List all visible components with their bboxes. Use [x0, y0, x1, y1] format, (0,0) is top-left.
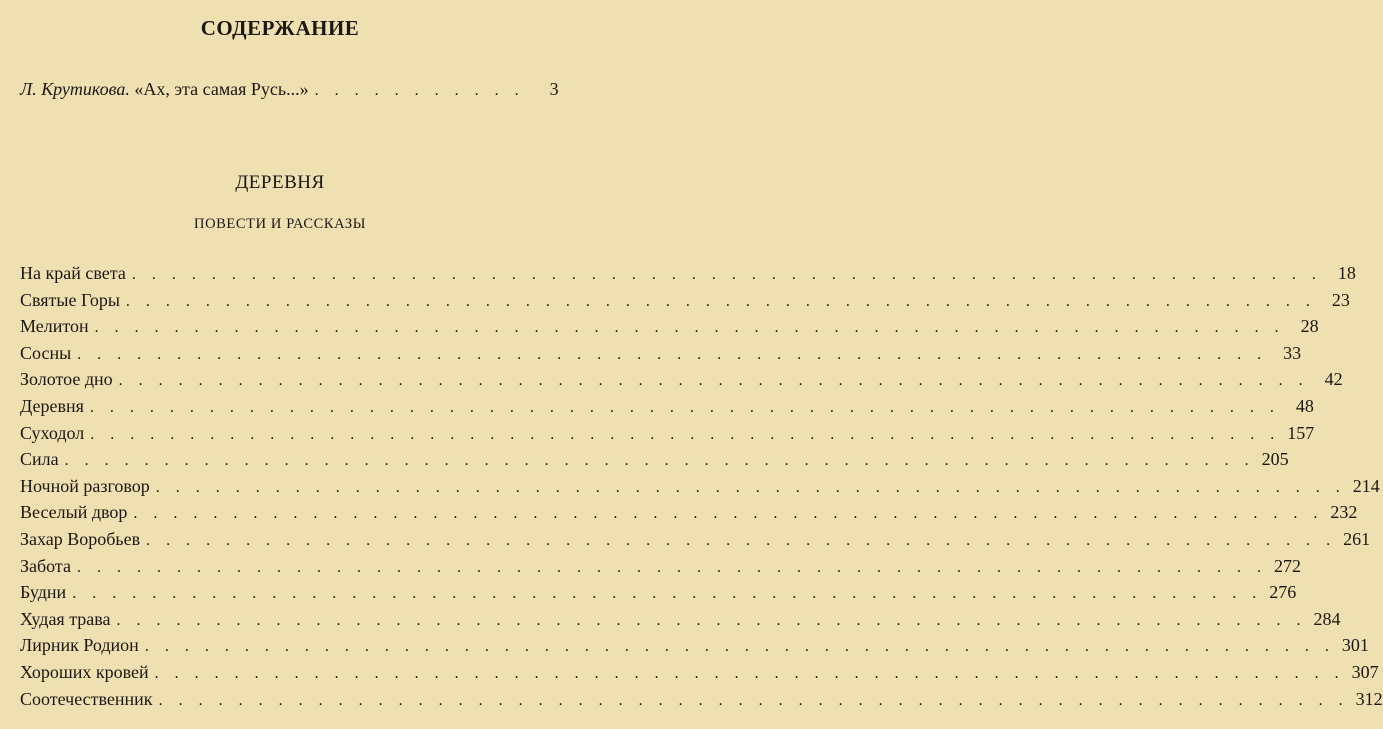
toc-entry	[20, 391, 1314, 417]
toc-entry-title: Святые Горы	[20, 289, 120, 310]
toc-leader-dots: . . . . . . . . . . . . . . . . . . . . . . . . . . . . . . . . . . . . . . . . . . . . . . . . . . . . . . . . . . . .	[94, 319, 1285, 337]
toc-leader-dots: . . . . . . . . . . .	[314, 82, 525, 99]
toc-entry-title: Будни	[20, 582, 67, 603]
toc-entry	[20, 577, 1297, 603]
toc-entry-page: 301	[1341, 635, 1369, 656]
toc-intro-entry	[20, 74, 559, 100]
toc-leader-dots: . . . . . . . . . . . . . . . . . . . . . . . . . . . . . . . . . . . . . . . . . . . . . . . . . . . . . . . . . . . .	[125, 292, 1316, 310]
toc-leader-dots: . . . . . . . . . . . . . . . . . . . . . . . . . . . . . . . . . . . . . . . . . . . . . . . . . . . . . . . . . . . .	[133, 505, 1324, 523]
toc-entry-title: Лирник Родион	[20, 635, 139, 656]
toc-entry	[20, 657, 1379, 683]
toc-entry	[20, 471, 1380, 497]
toc-entry-page: 48	[1295, 396, 1314, 416]
toc-entry-title: Забота	[20, 555, 72, 576]
toc-entry-page: 276	[1269, 582, 1297, 603]
toc-entry-title: Сосны	[20, 342, 72, 363]
toc-entry-page: 33	[1283, 342, 1302, 363]
toc-intro-page: 3	[549, 79, 559, 99]
toc-entry	[20, 285, 1350, 311]
toc-entry	[20, 604, 1341, 630]
toc-entry-title: Суходол	[20, 422, 85, 443]
toc-entry-title: Мелитон	[20, 316, 89, 337]
toc-entry-page: 157	[1287, 422, 1315, 443]
toc-entry-title: Золотое дно	[20, 369, 113, 390]
toc-entry-title: На край света	[20, 263, 126, 283]
toc-entry-page: 205	[1261, 449, 1289, 470]
toc-entry-title: Сила	[20, 449, 59, 470]
toc-entry-title: Соотечественник	[20, 688, 153, 709]
toc-entry-page: 214	[1352, 475, 1380, 496]
toc-leader-dots: . . . . . . . . . . . . . . . . . . . . . . . . . . . . . . . . . . . . . . . . . . . . . . . . . . . . . . . . . . . .	[155, 478, 1346, 496]
toc-leader-dots: . . . . . . . . . . . . . . . . . . . . . . . . . . . . . . . . . . . . . . . . . . . . . . . . . . . . . . . . . . . .	[89, 399, 1280, 416]
toc-entry-title: Деревня	[20, 396, 84, 416]
toc-entry-page: 18	[1337, 263, 1356, 283]
toc-entry	[20, 364, 1343, 390]
toc-entry-title: Худая трава	[20, 608, 111, 629]
toc-leader-dots: . . . . . . . . . . . . . . . . . . . . . . . . . . . . . . . . . . . . . . . . . . . . . . . . . . . . . . . . . . . .	[154, 665, 1345, 682]
toc-entry-page: 307	[1351, 662, 1379, 682]
toc-entry-page: 232	[1330, 502, 1358, 523]
toc-leader-dots: . . . . . . . . . . . . . . . . . . . . . . . . . . . . . . . . . . . . . . . . . . . . . . . . . . . . . . . . . . . .	[146, 532, 1337, 549]
page-title: СОДЕРЖАНИЕ	[200, 16, 360, 40]
toc-entry	[20, 444, 1289, 470]
toc-entry-page: 312	[1355, 688, 1383, 709]
toc-leader-dots: . . . . . . . . . . . . . . . . . . . . . . . . . . . . . . . . . . . . . . . . . . . . . . . . . . . . . . . . . . . .	[158, 691, 1349, 709]
toc-leader-dots: . . . . . . . . . . . . . . . . . . . . . . . . . . . . . . . . . . . . . . . . . . . . . . . . . . . . . . . . . . . .	[77, 345, 1268, 363]
toc-leader-dots: . . . . . . . . . . . . . . . . . . . . . . . . . . . . . . . . . . . . . . . . . . . . . . . . . . . . . . . . . . . .	[64, 452, 1255, 470]
toc-entry	[20, 418, 1315, 444]
toc-entry-page: 261	[1343, 529, 1371, 549]
toc-leader-dots: . . . . . . . . . . . . . . . . . . . . . . . . . . . . . . . . . . . . . . . . . . . . . . . . . . . . . . . . . . . .	[77, 558, 1268, 576]
toc-entry-title: Ночной разговор	[20, 475, 150, 496]
toc-leader-dots: . . . . . . . . . . . . . . . . . . . . . . . . . . . . . . . . . . . . . . . . . . . . . . . . . . . . . . . . . . . .	[131, 266, 1322, 283]
toc-leader-dots: . . . . . . . . . . . . . . . . . . . . . . . . . . . . . . . . . . . . . . . . . . . . . . . . . . . . . . . . . . . .	[118, 372, 1309, 390]
toc-entry-page: 28	[1300, 316, 1319, 337]
toc-entry	[20, 338, 1302, 364]
toc-leader-dots: . . . . . . . . . . . . . . . . . . . . . . . . . . . . . . . . . . . . . . . . . . . . . . . . . . . . . . . . . . . .	[90, 425, 1281, 443]
toc-entry-page: 23	[1331, 289, 1350, 310]
toc-entry	[20, 311, 1319, 337]
toc-entry-page: 284	[1313, 608, 1341, 629]
subsection-heading: ПОВЕСТИ И РАССКАЗЫ	[194, 216, 366, 232]
toc-intro-work: «Ах, эта самая Русь...»	[134, 79, 309, 99]
toc-entry-page: 42	[1324, 369, 1343, 390]
toc-entry	[20, 497, 1358, 523]
toc-intro-author: Л. Крутикова.	[20, 79, 130, 99]
toc-entry-title: Хороших кровей	[20, 662, 149, 682]
section-heading: ДЕРЕВНЯ	[235, 172, 325, 193]
toc-intro-label	[20, 79, 315, 100]
toc-entry	[20, 551, 1302, 577]
toc-leader-dots: . . . . . . . . . . . . . . . . . . . . . . . . . . . . . . . . . . . . . . . . . . . . . . . . . . . . . . . . . . . .	[72, 585, 1263, 603]
toc-entry	[20, 258, 1356, 284]
toc-entry	[20, 630, 1369, 656]
toc-entry-page: 272	[1274, 555, 1302, 576]
toc-leader-dots: . . . . . . . . . . . . . . . . . . . . . . . . . . . . . . . . . . . . . . . . . . . . . . . . . . . . . . . . . . . .	[144, 638, 1335, 656]
toc-leader-dots: . . . . . . . . . . . . . . . . . . . . . . . . . . . . . . . . . . . . . . . . . . . . . . . . . . . . . . . . . . . .	[116, 611, 1307, 629]
toc-entry-title: Захар Воробьев	[20, 529, 141, 549]
toc-entry	[20, 684, 1383, 710]
toc-entry-title: Веселый двор	[20, 502, 128, 523]
toc-entry	[20, 524, 1371, 550]
